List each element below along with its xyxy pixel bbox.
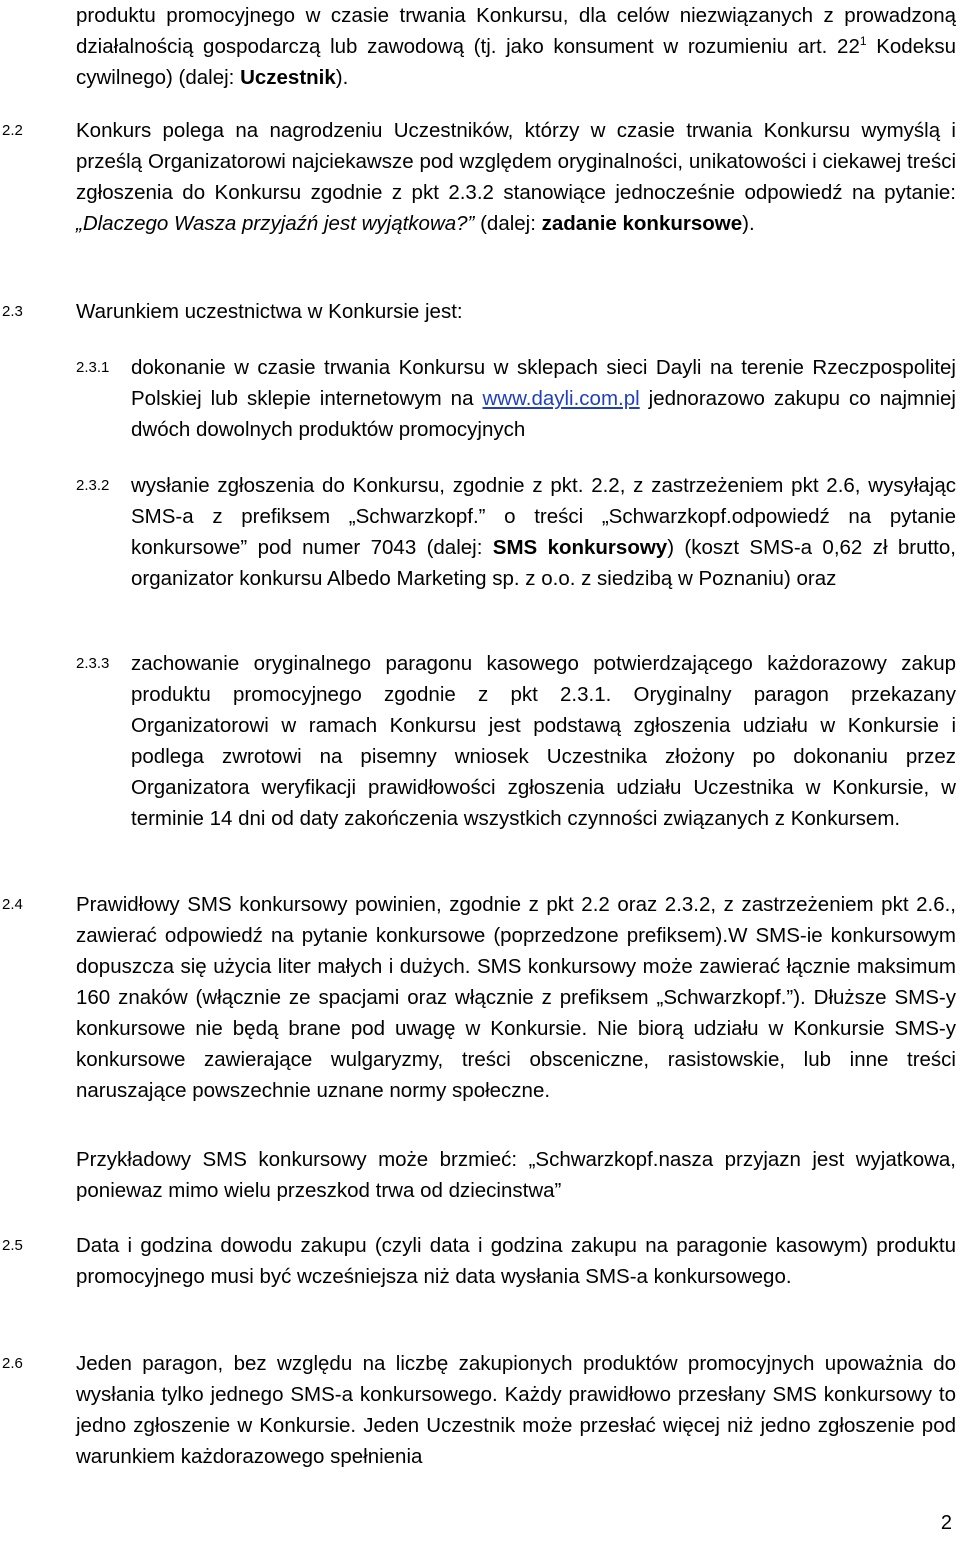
s22-text-c: ). bbox=[742, 212, 755, 235]
s231-text-a: dokonanie w czasie trwania Konkursu w sklepach sieci Dayli na terenie Rzeczpospolitej Polskiej lub sklepie internetowym na bbox=[131, 356, 956, 410]
footnote-sup: 1 bbox=[859, 34, 867, 48]
section-text: Jeden paragon, bez względu na liczbę zakupionych produktów promocyjnych upoważnia do wysłania tylko jednego SMS-a konkursowego. Każdy prawidłowo przesłany SMS konkursowy to jedno zgłoszenie w Konkursie. Jeden Uczestnik może przesłać więcej niż jedno zgłoszenie pod warunkiem każdorazowego spełnienia bbox=[76, 1352, 956, 1468]
section-text: zachowanie oryginalnego paragonu kasowego potwierdzającego każdorazowy zakup produktu promocyjnego zgodnie z pkt 2.3.1. Oryginalny paragon przekazany Organizatorowi w ramach Konkursu jest podstawą zgłoszenia udziału w Konkursie i podlega zwrotowi na pisemny wniosek Uczestnika złożony po dokonaniu przez Organizatora weryfikacji prawidłowości zgłoszenia udziału Uczestnika w Konkursie, w terminie 14 dni od daty zakończenia wszystkich czynności związanych z Konkursem. bbox=[131, 652, 956, 830]
section-number: 2.3.3 bbox=[76, 655, 110, 672]
section-number: 2.2 bbox=[2, 122, 23, 139]
contest-question: „Dlaczego Wasza przyjaźń jest wyjątkowa?” bbox=[76, 212, 475, 235]
s232-text-b: ) (koszt SMS-a 0,62 zł brutto, organizator konkursu Albedo Marketing sp. z o.o. z siedzibą w Poznaniu) oraz bbox=[131, 536, 956, 590]
section-text bbox=[76, 115, 956, 239]
s232-text-a: wysłanie zgłoszenia do Konkursu, zgodnie z pkt. 2.2, z zastrzeżeniem pkt 2.6, wysyłając SMS-a z prefiksem „Schwarzkopf.” o treści „Schwarzkopf.odpowiedź na pytanie konkursowe” pod numer 7043 (dalej: bbox=[131, 474, 956, 559]
section-number: 2.5 bbox=[2, 1237, 23, 1254]
sms-example: Przykładowy SMS konkursowy może brzmieć: „Schwarzkopf.nasza przyjazn jest wyjatkowa, poniewaz mimo wielu przeszkod trwa od dziecinstwa” bbox=[76, 1148, 956, 1202]
intro-text-a: produktu promocyjnego w czasie trwania Konkursu, dla celów niezwiązanych z prowadzoną działalnością gospodarczą lub zawodową (tj. jako konsument w rozumieniu art. 22 bbox=[76, 4, 956, 58]
s22-text-a: Konkurs polega na nagrodzeniu Uczestników, którzy w czasie trwania Konkursu wymyślą i prześlą Organizatorowi najciekawsze pod względem oryginalności, unikatowości i ciekawej treści zgłoszenia do Konkursu zgodnie z pkt 2.3.2 stanowiące jednocześnie odpowiedź na pytanie: bbox=[76, 119, 956, 204]
s22-text-b: (dalej: bbox=[474, 212, 542, 235]
dayli-link[interactable]: www.dayli.com.pl bbox=[482, 387, 640, 410]
section-text bbox=[131, 470, 956, 594]
page-number: 2 bbox=[940, 1512, 952, 1534]
section-text bbox=[131, 352, 956, 445]
s231-text-b: jednorazowo zakupu co najmniej dwóch dowolnych produktów promocyjnych bbox=[131, 387, 956, 441]
term-zadanie: zadanie konkursowe bbox=[541, 212, 743, 235]
section-number: 2.3.2 bbox=[76, 477, 110, 494]
section-number: 2.3.1 bbox=[76, 359, 110, 376]
section-number: 2.4 bbox=[2, 896, 23, 913]
intro-text-c: ). bbox=[335, 66, 349, 89]
intro-text bbox=[76, 0, 956, 93]
section-number: 2.3 bbox=[2, 303, 23, 320]
term-uczestnik: Uczestnik bbox=[240, 66, 336, 89]
section-text: Prawidłowy SMS konkursowy powinien, zgodnie z pkt 2.2 oraz 2.3.2, z zastrzeżeniem pkt 2.6., zawierać odpowiedź na pytanie konkursowe (poprzedzone prefiksem).W SMS-ie konkursowym dopuszcza się użycia liter małych i dużych. SMS konkursowy może zawierać łącznie maksimum 160 znaków (włącznie ze spacjami oraz włącznie z prefiksem „Schwarzkopf.”). Dłuższe SMS-y konkursowe nie będą brane pod uwagę w Konkursie. Nie biorą udziału w Konkursie SMS-y konkursowe zawierające wulgaryzmy, treści obsceniczne, rasistowskie, lub inne treści naruszające powszechnie uznane normy społeczne. bbox=[76, 893, 956, 1102]
section-text: Warunkiem uczestnictwa w Konkursie jest: bbox=[76, 300, 463, 323]
term-sms: SMS konkursowy bbox=[492, 536, 668, 559]
intro-text-b: Kodeksu cywilnego) (dalej: bbox=[76, 35, 956, 89]
section-number: 2.6 bbox=[2, 1355, 23, 1372]
section-text: Data i godzina dowodu zakupu (czyli data i godzina zakupu na paragonie kasowym) produktu promocyjnego musi być wcześniejsza niż data wysłania SMS-a konkursowego. bbox=[76, 1234, 956, 1288]
